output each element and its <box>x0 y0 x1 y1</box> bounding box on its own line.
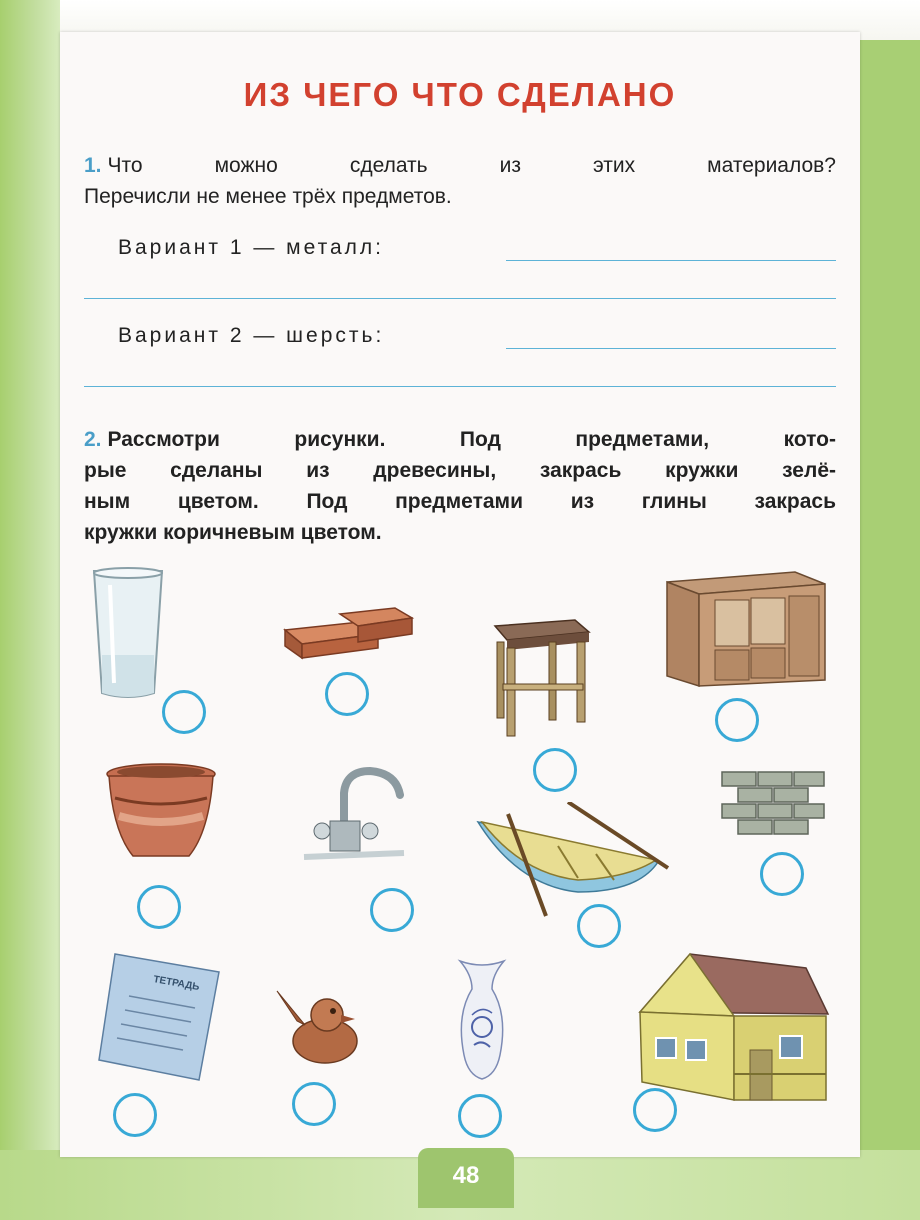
circle-clay-whistle[interactable] <box>292 1082 336 1126</box>
task1-number: 1. <box>84 154 102 177</box>
notebook-label: ТЕТРАДЬ <box>152 974 201 994</box>
variant2-answer-line-1[interactable] <box>506 348 836 349</box>
task1-line1: 1. Что можно сделать из этих материалов? <box>84 154 836 177</box>
variant1-label: Вариант 1 — металл: <box>118 236 384 259</box>
bricks-icon <box>280 600 415 660</box>
circle-stool[interactable] <box>533 748 577 792</box>
circle-bricks[interactable] <box>325 672 369 716</box>
circle-notebook[interactable] <box>113 1093 157 1137</box>
page-title: ИЗ ЧЕГО ЧТО СДЕЛАНО <box>243 76 677 113</box>
brick-wall-icon <box>718 768 828 842</box>
left-border <box>0 0 60 1220</box>
variant2-label: Вариант 2 — шерсть: <box>118 324 385 347</box>
circle-glass[interactable] <box>162 690 206 734</box>
circle-porcelain-vase[interactable] <box>458 1094 502 1138</box>
circle-faucet[interactable] <box>370 888 414 932</box>
circle-wooden-house[interactable] <box>633 1088 677 1132</box>
clay-pot-icon <box>103 762 221 862</box>
glass-icon <box>88 565 168 705</box>
task2-line2: рые сделаны из древесины, закрась кружки зелё- <box>84 459 836 482</box>
clay-whistle-icon <box>275 985 365 1070</box>
circle-boat[interactable] <box>577 904 621 948</box>
porcelain-vase-icon <box>452 955 512 1085</box>
boat-icon <box>468 802 678 920</box>
variant2-answer-line-2[interactable] <box>84 386 836 387</box>
circle-clay-pot[interactable] <box>137 885 181 929</box>
wooden-house-icon <box>630 950 830 1105</box>
page-number: 48 <box>452 1162 480 1189</box>
variant1-answer-line-2[interactable] <box>84 298 836 299</box>
task2-number: 2. <box>84 428 102 451</box>
faucet-icon <box>300 765 410 865</box>
task2-line4: кружки коричневым цветом. <box>84 521 382 544</box>
circle-cabinet[interactable] <box>715 698 759 742</box>
circle-brick-wall[interactable] <box>760 852 804 896</box>
notebook-icon <box>95 950 225 1085</box>
task2-line3: ным цветом. Под предметами из глины закрась <box>84 490 836 513</box>
variant1-answer-line-1[interactable] <box>506 260 836 261</box>
task2-line1: 2. Рассмотри рисунки. Под предметами, кото- <box>84 428 836 451</box>
cabinet-icon <box>665 568 827 688</box>
task1-line2: Перечисли не менее трёх предметов. <box>84 185 452 208</box>
stool-icon <box>485 612 595 740</box>
